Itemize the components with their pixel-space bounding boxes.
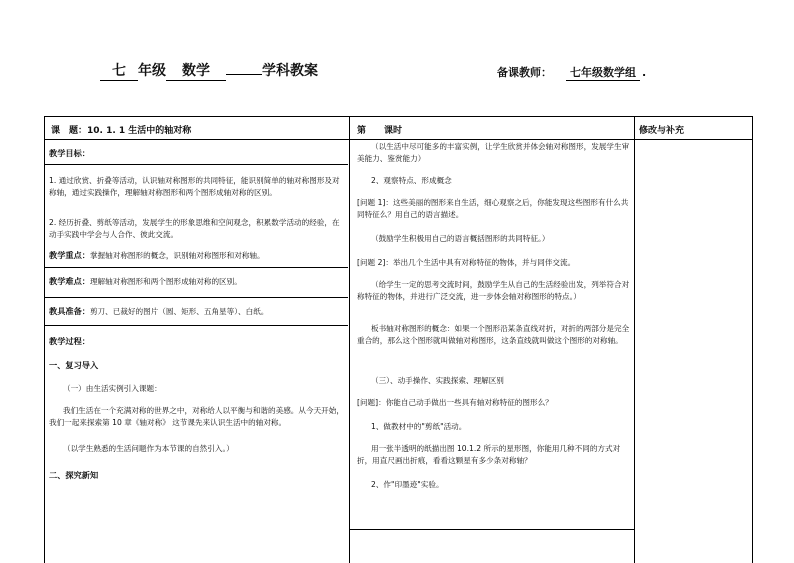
- section-review: 一、复习导入: [49, 360, 99, 370]
- difficult-points: [49, 275, 345, 288]
- left-rule-1: [45, 164, 348, 165]
- header-divider: [45, 139, 752, 140]
- prep-label: 教具准备：: [49, 306, 90, 316]
- teacher-label: 备课教师：: [497, 66, 552, 79]
- diff-text: 理解轴对称图形和两个图形成轴对称的区别。: [89, 277, 242, 286]
- column-divider-2: [634, 117, 635, 563]
- teacher-end: .: [642, 66, 647, 79]
- mid-bottom-line: [349, 529, 635, 530]
- left-rule-2: [45, 267, 348, 268]
- diff-label: 教学难点：: [49, 276, 90, 286]
- key-points: [49, 249, 345, 262]
- sub-intro: （一）由生活实例引入课题：: [63, 384, 162, 393]
- grade-field: 七: [100, 62, 138, 81]
- objective-1: 1. 通过欣赏、折叠等活动，认识轴对称图形的共同特征，能识别简单的轴对称图形及对称轴，通过实践操作，理解轴对称图形和两个图形成轴对称的区别。: [49, 176, 340, 197]
- process-label: 教学过程：: [49, 336, 90, 346]
- column-divider-1: [349, 117, 350, 563]
- mid-para-5: [问题 2]：举出几个生活中具有对称特征的物体，并与同伴交流。: [357, 258, 576, 267]
- mid-para-1: （以生活中尽可能多的丰富实例，让学生欣赏并体会轴对称图形，发展学生审美能力、鉴赏能力）: [357, 142, 630, 163]
- teacher-value: 七年级数学组: [566, 64, 640, 81]
- title-suffix: 学科教案: [262, 63, 318, 79]
- revise-header: 修改与补充: [639, 126, 685, 136]
- mid-para-6: （给学生一定的思考交流时间，鼓励学生从自己的生活经验出发，列举符合对称特征的物体，并进行广泛交流，进一步体会轴对称图形的特点。）: [357, 280, 630, 301]
- mid-para-7: 板书轴对称图形的概念：如果一个图形沿某条直线对折，对折的两部分是完全重合的，那么这个图形就叫做轴对称图形，这条直线就叫做这个图形的对称轴。: [357, 324, 630, 345]
- period-header: 第 课时: [357, 126, 403, 136]
- topic-header: 课 题：10. 1. 1 生活中的轴对称: [51, 126, 192, 136]
- mid-para-8: （三）、动手操作、实践探索、理解区别: [371, 376, 504, 385]
- mid-para-3: [问题 1]：这些美丽的图形来自生活，细心观察之后，你能发现这些图形有什么共同特征么？用自己的语言描述。: [357, 198, 629, 219]
- mid-para-12: 2、作"印墨迹"实验。: [371, 480, 444, 489]
- mid-para-2: 2、观察特点、形成概念: [371, 176, 452, 185]
- intro-note: （以学生熟悉的生活问题作为本节课的自然引入。）: [63, 444, 234, 453]
- key-text: 掌握轴对称图形的概念，识别轴对称图形和对称轴。: [89, 251, 265, 260]
- left-rule-4: [45, 325, 348, 326]
- document-title: [100, 62, 318, 81]
- teacher-line: [497, 64, 646, 81]
- mid-para-11: 用一张半透明的纸描出图 10.1.2 所示的星形图，你能用几种不同的方式对折，用直尺画出折痕，看看这颗星有多少条对称轴？: [357, 444, 621, 465]
- mid-para-9: [问题]：你能自己动手做出一些具有轴对称特征的图形么？: [357, 398, 553, 407]
- intro-paragraph: 我们生活在一个充满对称的世界之中，对称给人以平衡与和谐的美感。从今天开始，我们一起来探索第 10 章《轴对称》 这节课先来认识生活中的轴对称。: [49, 406, 344, 427]
- lesson-table: [44, 116, 753, 563]
- subject-field: 数学: [166, 62, 226, 81]
- prep-text: 剪刀、已裁好的图片（圆、矩形、五角星等）、白纸。: [89, 307, 269, 316]
- subject-blank: [226, 74, 262, 75]
- grade-suffix: 年级: [138, 63, 166, 79]
- objective-2: 2. 经历折叠、剪纸等活动，发展学生的形象思维和空间观念，积累数学活动的经验，在动手实践中学会与人合作、彼此交流。: [49, 218, 340, 239]
- key-label: 教学重点：: [49, 250, 90, 260]
- title-row: [0, 62, 794, 84]
- teaching-aids: [49, 305, 345, 318]
- section-explore: 二、探究新知: [49, 470, 99, 480]
- left-rule-3: [45, 297, 348, 298]
- mid-para-4: （鼓励学生积极用自己的语言概括图形的共同特征。）: [371, 234, 550, 243]
- objectives-label: 教学目标：: [49, 148, 90, 158]
- mid-para-10: 1、做教材中的"剪纸"活动。: [371, 422, 467, 431]
